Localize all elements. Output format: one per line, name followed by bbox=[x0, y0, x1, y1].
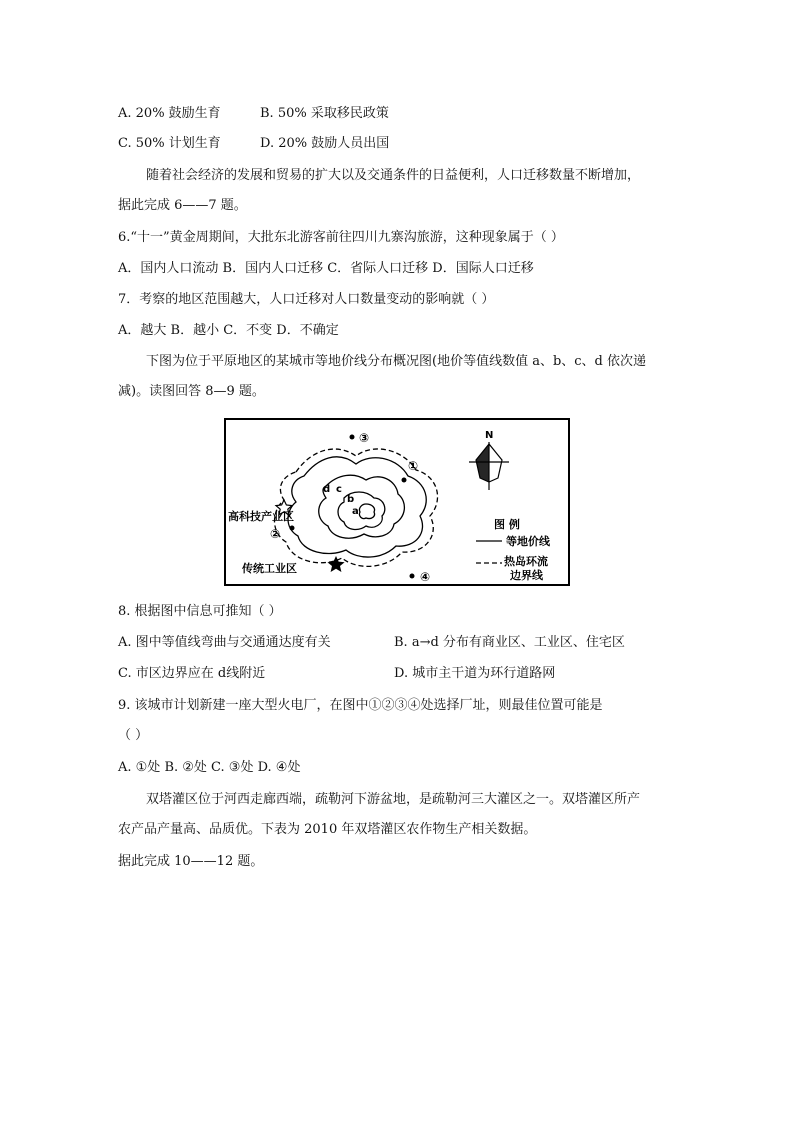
contour-b bbox=[338, 492, 385, 529]
label-traditional: 传统工业区 bbox=[242, 562, 297, 575]
intro-8-9-line2: 减)。读图回答 8—9 题。 bbox=[118, 384, 265, 399]
intro-8-9-line1: 下图为位于平原地区的某城市等地价线分布概况图(地价等值线数值 a、b、c、d 依次递 bbox=[146, 354, 647, 369]
q9-paren: （ ） bbox=[118, 728, 149, 743]
q7-options: A．越大 B．越小 C．不变 D．不确定 bbox=[118, 323, 339, 338]
intro-6-7-line1: 随着社会经济的发展和贸易的扩大以及交通条件的日益便利，人口迁移数量不断增加， bbox=[146, 168, 641, 183]
q8-option-b: B. a→d 分布有商业区、工业区、住宅区 bbox=[394, 635, 625, 650]
q6-options: A．国内人口流动 B．国内人口迁移 C．省际人口迁移 D．国际人口迁移 bbox=[118, 261, 534, 276]
q5-option-b: B. 50% 采取移民政策 bbox=[260, 106, 389, 121]
q8-stem: 8. 根据图中信息可推知（ ） bbox=[118, 604, 282, 619]
label-a: a bbox=[352, 506, 359, 517]
traditional-star-icon bbox=[327, 556, 344, 572]
label-b: b bbox=[347, 494, 355, 505]
intro-10-12-line1: 双塔灌区位于河西走廊西端，疏勒河下游盆地，是疏勒河三大灌区之一。双塔灌区所产 bbox=[146, 792, 641, 807]
north-arrow-fill bbox=[476, 444, 489, 482]
q6-stem: 6.“十一”黄金周期间，大批东北游客前往四川九寨沟旅游，这种现象属于（ ） bbox=[118, 230, 564, 245]
intro-6-7-line2: 据此完成 6——7 题。 bbox=[118, 198, 247, 213]
q9-options: A. ①处 B. ②处 C. ③处 D. ④处 bbox=[118, 760, 301, 775]
label-d: d bbox=[323, 484, 331, 495]
label-hitech: 高科技产业区 bbox=[228, 510, 294, 523]
intro-10-12-line2: 农产品产量高、品质优。下表为 2010 年双塔灌区农作物生产相关数据。 bbox=[118, 822, 537, 837]
q5-option-d: D. 20% 鼓励人员出国 bbox=[260, 136, 390, 151]
q8-option-d: D. 城市主干道为环行道路网 bbox=[394, 666, 556, 681]
legend-title: 图 例 bbox=[494, 518, 520, 531]
label-point-3: ③ bbox=[359, 431, 370, 445]
label-point-1: ① bbox=[408, 459, 419, 473]
label-point-2: ② bbox=[270, 527, 281, 541]
intro-10-12-line3: 据此完成 10——12 题。 bbox=[118, 854, 264, 869]
legend-boundary-label2: 边界线 bbox=[510, 569, 543, 582]
map-svg bbox=[226, 420, 568, 584]
q8-option-c: C. 市区边界应在 d线附近 bbox=[118, 666, 266, 681]
contour-a bbox=[359, 504, 374, 519]
land-price-map bbox=[224, 418, 570, 586]
q8-option-a: A. 图中等值线弯曲与交通通达度有关 bbox=[118, 635, 331, 650]
legend-contour-label: 等地价线 bbox=[506, 535, 550, 548]
q5-option-c: C. 50% 计划生育 bbox=[118, 136, 221, 151]
q9-stem: 9. 该城市计划新建一座大型火电厂，在图中①②③④处选择厂址，则最佳位置可能是 bbox=[118, 698, 603, 713]
q7-stem: 7．考察的地区范围越大，人口迁移对人口数量变动的影响就（ ） bbox=[118, 292, 495, 307]
point-1-dot bbox=[402, 478, 407, 483]
label-point-4: ④ bbox=[420, 570, 431, 584]
label-c: c bbox=[336, 484, 342, 495]
point-2-dot bbox=[290, 526, 295, 531]
q5-option-a: A. 20% 鼓励生育 bbox=[118, 106, 221, 121]
point-4-dot bbox=[410, 574, 415, 579]
legend-boundary-label1: 热岛环流 bbox=[504, 555, 548, 568]
point-3-dot bbox=[350, 435, 355, 440]
north-label: N bbox=[485, 430, 494, 441]
